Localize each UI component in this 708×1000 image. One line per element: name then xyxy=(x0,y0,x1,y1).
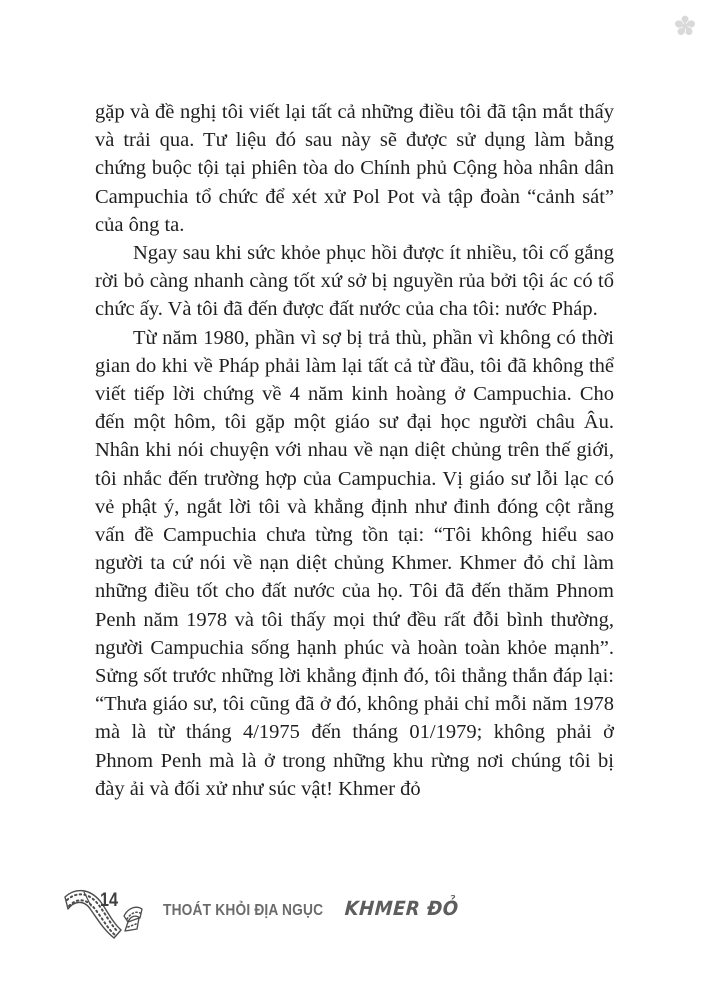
paragraph-1: gặp và đề nghị tôi viết lại tất cả những điều tôi đã tận mắt thấy và trải qua. Tư liệu đó sau này sẽ được sử dụng làm bằng chứng buộc tội tại phiên tòa do Chính phủ Cộng hòa nhân dân Campuchia tổ chức để xét xử Pol Pot và tập đoàn “cảnh sát” của ông ta. xyxy=(95,101,614,236)
paragraph-3: Từ năm 1980, phần vì sợ bị trả thù, phần vì không có thời gian do khi về Pháp phải làm lại tất cả từ đầu, tôi đã không thể viết tiếp lời chứng về 4 năm kinh hoàng ở Campuchia. Cho đến một hôm, tôi gặp một giáo sư đại học người châu Âu. Nhân khi nói chuyện với nhau về nạn diệt chủng trên thế giới, tôi nhắc đến trường hợp của Campuchia. Vị giáo sư lỗi lạc có vẻ phật ý, ngắt lời tôi và khẳng định như đinh đóng cột rằng vấn đề Campuchia chưa từng tồn tại: “Tôi không hiểu sao người ta cứ nói về nạn diệt chủng Khmer. Khmer đỏ chỉ làm những điều tốt cho đất nước của họ. Tôi đã đến thăm Phnom Penh năm 1978 và tôi thấy mọi thứ đều rất đỗi bình thường, người Campuchia sống hạnh phúc và hoàn toàn khỏe mạnh”. Sửng sốt trước những lời khẳng định đó, tôi thẳng thắn đáp lại: “Thưa giáo sư, tôi cũng đã ở đó, không phải chỉ mỗi năm 1978 mà là từ tháng 4/1975 đến tháng 01/1979; không phải ở Phnom Penh mà là ở trong những khu rừng nơi chúng tôi bị đày ải và đối xử như súc vật! Khmer đỏ xyxy=(95,326,614,800)
footer-title-accent: KHMER ĐỎ xyxy=(344,897,460,920)
flower-ornament-icon xyxy=(672,13,698,39)
footer-title-text: THOÁT KHỎI ĐỊA NGỤC xyxy=(163,902,324,919)
page-number: 14 xyxy=(100,890,118,911)
body-text xyxy=(95,98,614,803)
paragraph-2: Ngay sau khi sức khỏe phục hồi được ít nhiều, tôi cố gắng rời bỏ càng nhanh càng tốt xứ sở bị nguyền rủa bởi tội ác có tổ chức ấy. Và tôi đã đến được đất nước của cha tôi: nước Pháp. xyxy=(95,242,614,321)
page-footer xyxy=(0,876,708,966)
footer-book-title xyxy=(163,897,468,920)
